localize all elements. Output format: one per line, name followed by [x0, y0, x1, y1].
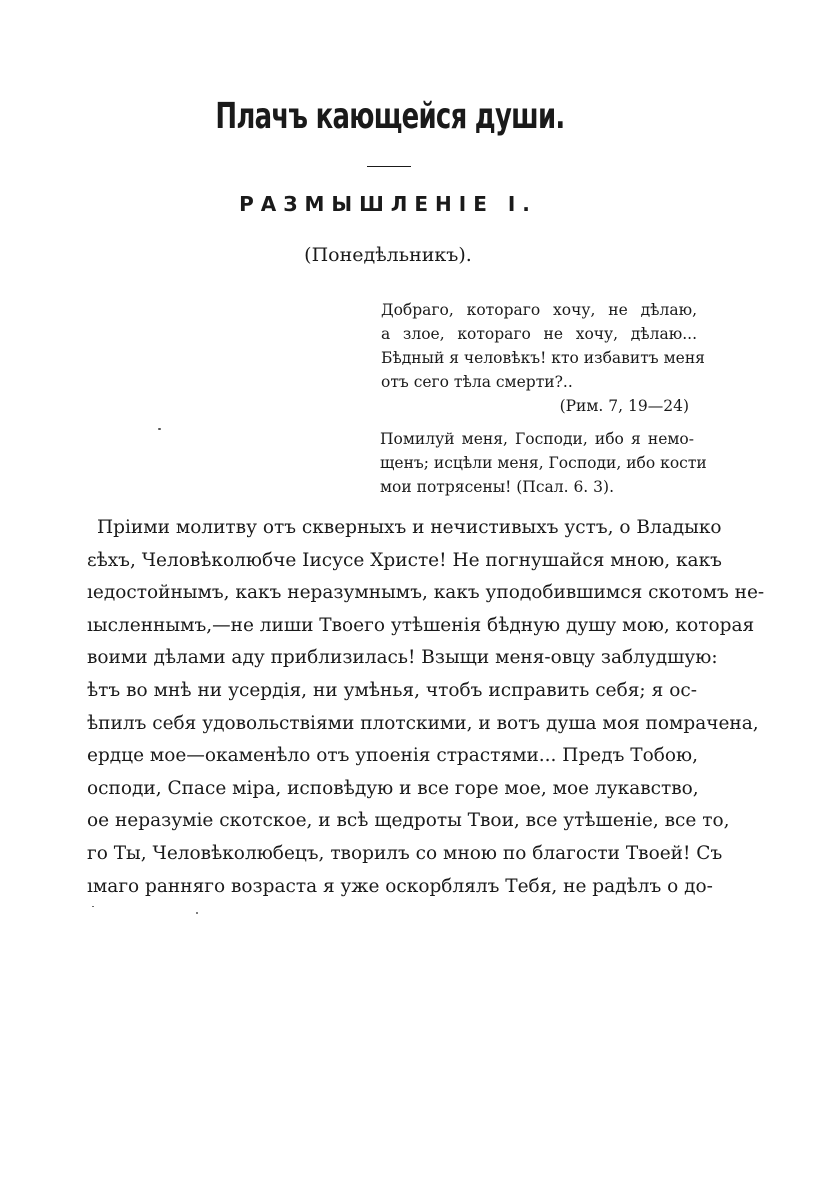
- title-divider: [367, 166, 411, 167]
- epigraph-psalm: [380, 427, 707, 499]
- body-line: ɛѣхъ, Человѣколюбче Iисусе Христе! Не погнушайся мною, какъ: [87, 549, 722, 571]
- body-paragraph: [87, 512, 765, 903]
- print-speck: [92, 906, 94, 907]
- body-line: ердце мое—окаменѣло отъ упоенiя страстями... Предъ Тобою,: [87, 745, 699, 767]
- body-line: го Ты, Человѣколюбецъ, творилъ со мною по благости Твоей! Съ: [87, 842, 723, 864]
- epigraph-line: щенъ; исцѣли меня, Господи, ибо кости: [380, 454, 707, 472]
- day-label: (Понедѣльникъ).: [304, 244, 472, 266]
- epigraph-romans: [381, 298, 705, 418]
- epigraph-line: отъ сего тѣла смерти?..: [381, 373, 573, 391]
- epigraph-line: Бѣдный я человѣкъ! кто избавитъ меня: [381, 349, 705, 367]
- body-line: осподи, Спасе мiра, исповѣдую и все горе мое, мое лукавство,: [87, 777, 699, 799]
- epigraph-line: мои потрясены! (Псал. 6. 3).: [380, 478, 614, 496]
- body-line: ıысленнымъ,—не лиши Твоего утѣшенiя бѣдную душу мою, которая: [87, 614, 755, 636]
- epigraph-line: Помилуй меня, Господи, ибо я немо-: [380, 430, 694, 448]
- body-line: Прiими молитву отъ скверныхъ и нечистивыхъ устъ, о Владыко: [97, 517, 722, 538]
- section-heading: РАЗМЫШЛЕНIЕ I.: [239, 192, 537, 216]
- body-line: воими дѣлами аду приблизилась! Взыщи меня-овцу заблудшую:: [87, 647, 718, 669]
- body-line: ѣпилъ себя удовольствiями плотскими, и вотъ душа моя помрачена,: [87, 712, 759, 734]
- epigraph-line: Добраго, котораго хочу, не дѣлаю,: [381, 301, 697, 319]
- body-line: ıедостойнымъ, какъ неразумнымъ, какъ уподобившимся скотомъ не-: [87, 582, 765, 604]
- epigraph-reference: (Рим. 7, 19—24): [559, 397, 689, 415]
- body-line: ıмаго ранняго возраста я уже оскорблялъ Тебя, не радѣлъ о до-: [87, 875, 713, 897]
- print-speck: [158, 428, 161, 430]
- page-title: Плачъ кающейся души.: [215, 96, 565, 137]
- print-speck: [196, 912, 198, 914]
- body-line: ое неразумiе скотское, и всѣ щедроты Твои, все утѣшенiе, все то,: [87, 810, 730, 832]
- body-line: ѣтъ во мнѣ ни усердiя, ни умѣнья, чтобъ исправить себя; я ос-: [87, 679, 697, 701]
- epigraph-line: а злое, котораго не хочу, дѣлаю...: [381, 325, 697, 343]
